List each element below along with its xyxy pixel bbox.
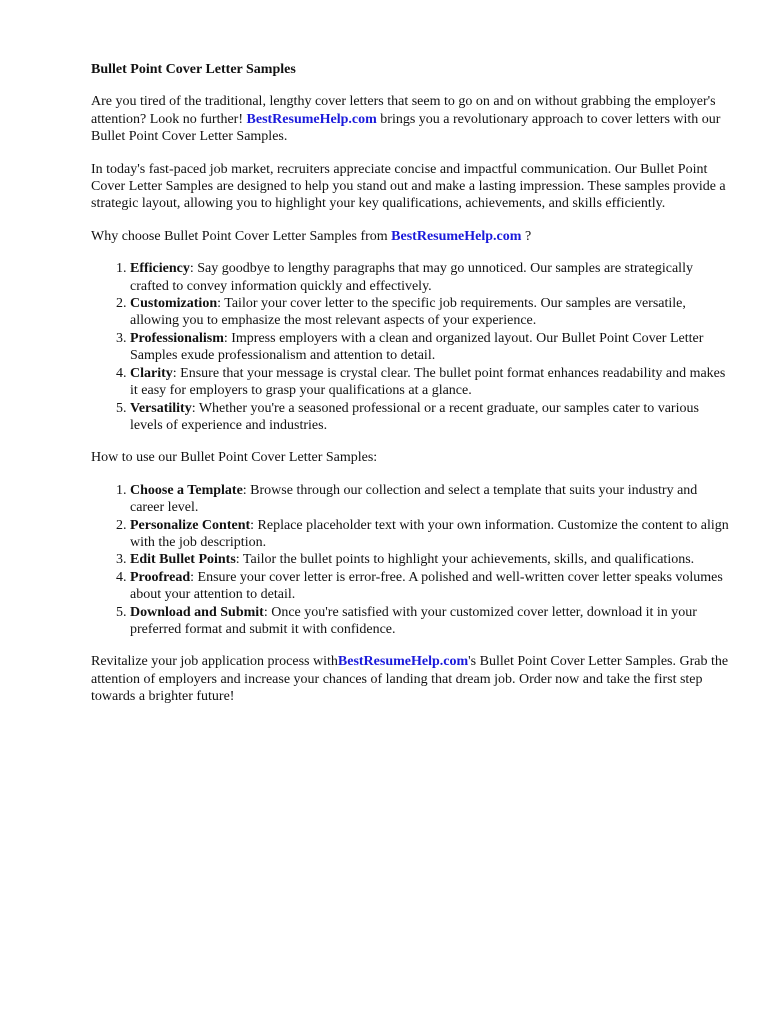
benefit-item-efficiency xyxy=(130,260,729,295)
step-term: Edit Bullet Points xyxy=(130,552,236,568)
benefit-text: : Tailor your cover letter to the specific job requirements. Our samples are versatile, allowing you to emphasize the most relevant aspects of your experience. xyxy=(130,296,686,329)
intro-paragraph xyxy=(91,93,729,145)
intro-site-link[interactable]: BestResumeHelp.com xyxy=(246,111,377,127)
intro-text-after: brings you a revolutionary approach to cover letters with our Bullet Point Cover Letter Samples. xyxy=(91,111,721,145)
benefit-item-versatility xyxy=(130,400,729,435)
benefits-list xyxy=(91,260,729,434)
benefit-term: Clarity xyxy=(130,365,173,381)
closing-text-before: Revitalize your job application process with xyxy=(91,654,338,670)
step-term: Personalize Content xyxy=(130,517,251,533)
benefit-term: Professionalism xyxy=(130,330,224,346)
benefit-term: Customization xyxy=(130,296,218,312)
step-item-choose-template xyxy=(130,482,729,517)
step-term: Proofread xyxy=(130,569,191,585)
steps-list xyxy=(91,482,729,639)
closing-text-after: 's Bullet Point Cover Letter Samples. Grab the attention of employers and increase your chances of landing that dream job. Order now and take the first step towards a brighter future! xyxy=(91,654,729,705)
benefit-item-customization xyxy=(130,295,729,330)
step-term: Download and Submit xyxy=(130,604,264,620)
why-text-before: Why choose Bullet Point Cover Letter Samples from xyxy=(91,228,392,244)
howto-heading: How to use our Bullet Point Cover Letter Samples: xyxy=(91,450,378,466)
benefit-text: : Whether you're a seasoned professional or a recent graduate, our samples cater to various levels of experience and industries. xyxy=(130,400,699,433)
document-title: Bullet Point Cover Letter Samples xyxy=(91,62,296,77)
benefit-term: Efficiency xyxy=(130,261,190,277)
benefit-item-clarity xyxy=(130,365,729,400)
why-choose-paragraph xyxy=(91,228,729,245)
why-text-after: ? xyxy=(521,228,532,244)
closing-site-link[interactable]: BestResumeHelp.com xyxy=(337,654,469,670)
step-item-download-submit xyxy=(130,604,729,639)
market-paragraph: In today's fast-paced job market, recruiters appreciate concise and impactful communication. Our Bullet Point Cover Letter Samples are designed to help you stand out and make a lasting impression. These samples provide a strategic layout, allowing you to highlight your key qualifications, achievements, and skills efficiently. xyxy=(91,161,726,212)
document-page xyxy=(91,61,729,721)
step-text: : Browse through our collection and select a template that suits your industry and career level. xyxy=(130,482,698,516)
benefit-text: : Ensure that your message is crystal clear. The bullet point format enhances readability and makes it easy for employers to grasp your qualifications at a glance. xyxy=(130,365,726,399)
closing-paragraph xyxy=(91,653,729,705)
why-site-link[interactable]: BestResumeHelp.com xyxy=(391,228,522,244)
benefit-text: : Impress employers with a clean and organized layout. Our Bullet Point Cover Letter Samples exude professionalism and attention to detail. xyxy=(130,330,704,364)
benefit-item-professionalism xyxy=(130,330,729,365)
step-term: Choose a Template xyxy=(130,482,243,498)
benefit-term: Versatility xyxy=(130,400,192,416)
step-item-personalize-content xyxy=(130,517,729,552)
step-text: : Tailor the bullet points to highlight your achievements, skills, and qualifications. xyxy=(235,552,695,568)
intro-text-before: Are you tired of the traditional, lengthy cover letters that seem to go on and on without grabbing the employer's attention? Look no further! xyxy=(91,94,716,127)
step-text: : Replace placeholder text with your own information. Customize the content to align with the job description. xyxy=(130,517,729,550)
step-text: : Once you're satisfied with your customized cover letter, download it in your preferred format and submit it with confidence. xyxy=(130,604,697,637)
benefit-text: : Say goodbye to lengthy paragraphs that may go unnoticed. Our samples are strategically crafted to convey information quickly and effectively. xyxy=(130,261,693,294)
step-item-proofread xyxy=(130,569,729,604)
step-item-edit-bullet-points xyxy=(130,551,729,568)
step-text: : Ensure your cover letter is error-free. A polished and well-written cover letter speaks volumes about your attention to detail. xyxy=(130,569,723,603)
